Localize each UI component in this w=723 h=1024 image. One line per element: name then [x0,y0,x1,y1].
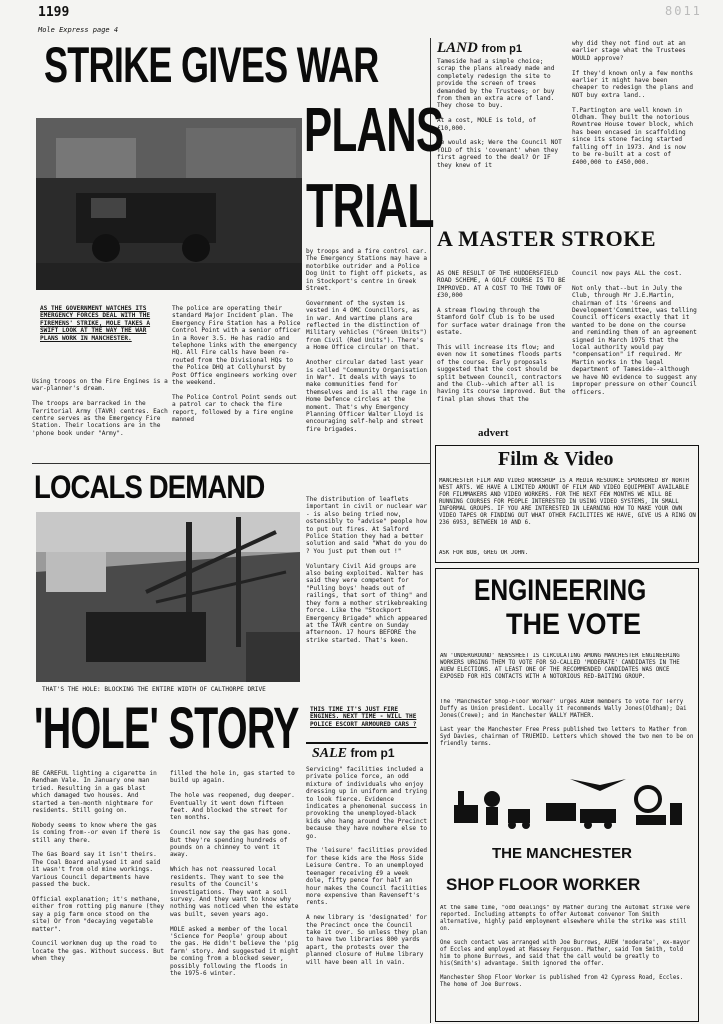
strike-caption: AS THE GOVERNMENT WATCHES ITS EMERGENCY FORCES DEAL WITH THE FIREMENS' STRIKE, MOLE TAKES A SWIFT LOOK AT THE WAY THE WAR PLANS WORK IN MANCHESTER. [40,305,151,342]
engineering-headline-line2: THE VOTE [506,608,642,641]
land-col1: Tameside had a simple choice; scrap the plans already made and completely redesign the site to provide the screen of trees demanded by the Trustees; or buy from them an extra acre of land. They chose to buy. At a cost, MOLE is told, of £10,000. We would ask; Were the Council NOT TOLD of this 'covenant' when they first agreed to the deal? Or IF they knew of it [437,58,562,169]
hole-story-headline: 'HOLE' STORY [34,696,299,761]
engineering-intro: AN 'UNDERGROUND' NEWSSHEET IS CIRCULATING AMONG MANCHESTER ENGINEERING WORKERS URGING THEM TO VOTE FOR SO-CALLED 'MODERATE' CANDIDATES IN THE AUEW ELECTIONS. AT LEAST ONE OF THE RECOMMENDED CANDIDATES WAS ONCE EXPOSED FOR HIS CONTACTS WITH A NOTORIOUS RED-BAITING GROUP. [440,653,680,680]
master-col1: A stream flowing through the Stamford Golf Club is to be used for surface water drainage from the estate. This will increase its flow; and even now it sometimes floods parts of the course. Early proposals suggested that the cost should be split between Council, contractors and the Club--which after all is having its course improved. But the final plan shows that the [437,307,566,403]
strike-photo [36,118,302,290]
strike-headline-line2: PLANS [304,96,444,165]
engineering-headline-line1: ENGINEERING [474,574,647,607]
masthead-line2: SHOP FLOOR WORKER [446,875,641,894]
strike-footer-note: THIS TIME IT'S JUST FIRE ENGINES. NEXT TIME - WILL THE POLICE ESCORT ARMOURED CARS ? [310,706,417,728]
film-video-title: Film & Video [498,448,614,470]
page-label: Mole Express page 4 [38,26,119,34]
strike-headline-line1: STRIKE GIVES WAR [44,37,379,93]
hole-photo-image [36,512,300,682]
masthead-line1: THE MANCHESTER [492,845,633,862]
master-col2: Council now pays ALL the cost. Not only that--but in July the Club, through Mr J.E.Martin, chairman of its 'Greens and Development'Committee, was telling Council officers exactly that it wanted to be done on the course and reminding them of an agreement signed in March 1975 that the local authority would pay "compensation" if required. Mr Martin works in the legal department of Tameside--although we have NO evidence to suggest any improper pressure on other Council officers. [572,270,697,396]
corner-mark: 8011 [665,4,702,18]
master-headline: A MASTER STROKE [437,226,656,251]
hole-col1: BE CAREFUL lighting a cigarette in Rendham Vale. In January one man tried. Resulting in a gas blast which damaged two houses. And started a ten-month nightmare for residents. Still going on. Nobody seems to know where the gas is coming from--or even if there is still any there. The Gas Board say it isn't theirs. The Coal Board analysed it and said it wasn't from old mine workings. Various Council departments have passed the buck. Official explanation; it's methane, either from rotting pig manure (they say a pig farm once stood on the site) Or from "decaying vegetable matter". Council workmen dug up the road to locate the gas. Without success. But when they [32,770,165,963]
film-video-contact: ASK FOR BOB, GREG OR JOHN. [439,550,529,556]
locals-headline: LOCALS DEMAND [34,469,265,505]
hole-photo [36,512,300,682]
page-number: 1199 [38,5,70,20]
land-headline [437,40,522,57]
strike-photo-image [36,118,302,290]
strike-col2: The police are operating their standard Major Incident plan. The Emergency Fire Station has a Police Control Point with a senior officer in a Rover 3.5. He has radio and telephone links with the emergency HQ. All Fire calls have been re-routed from the Divisional HQs to the Police DHQ at Collyhurst by Post Office engineers working over the weekend. The Police Control Point sends out a patrol car to check the fire report, followed by a fire engine manned [172,305,301,424]
advert-label: advert [478,427,509,439]
sale-from: from p1 [350,746,395,760]
hole-photo-caption: THAT'S THE HOLE: BLOCKING THE ENTIRE WIDTH OF CALTHORPE DRIVE [42,686,266,693]
engineering-body-2: At the same time, "odd dealings" by Mather during the Automat strike were reported. Including attempts to offer Automat convenor Tom Smith alternative, highly paid employment elsewhere while the strike was still on. One such contact was arranged with Joe Burrows, AUEW 'moderate', ex-mayor of Eccles and employed at Massey Ferguson. Mather, said Tom Smith, told him to phone Burrows, and said that the call would be greatly to his(Smith's) advantage. Smith ignored the offer. Manchester Shop Floor Worker is published from 42 Cypress Road, Eccles. The home of Joe Burrows. [440,905,690,988]
master-col1-intro: AS ONE RESULT OF THE HUDDERSFIELD ROAD SCHEME, A GOLF COURSE IS TO BE IMPROVED. AT A COST TO THE TOWN OF £30,000 [437,270,566,300]
sale-rule [306,742,428,744]
engineering-article [435,568,699,1022]
hole-col2: filled the hole in, gas started to build up again. The hole was reopened, dug deeper. Eventually it went down fifteen feet. And blocked the street for ten months. Council now say the gas has gone. But they're spending hundreds of pounds on a chimney to vent it away. Which has not reassured local residents. They want to see the results of the Council's investigations. They want a soil survey. And they want to know why nothing was noticed when the estate was built, seven years ago. MOLE asked a member of the local 'Science for People' group about the gas. He didn't believe the 'pig farm' story. And suggested it might be coming from a blocked sewer, possibly following the floods in the 1975-6 winter. [170,770,299,977]
sale-body: Servicing" facilities included a private police force, an odd mixture of individuals who enjoy dressing up in uniform and trying to look fierce. Evidence indicates a phenomenal success in provoking the unemployed-black kids who hang around the Precinct because they have nowhere else to go. The 'leisure' facilities provided for these kids are the Moss Side Leisure Centre. To an unemployed teenager receiving £9 a week dole, fifty pence for half an hour makes the Council facilities more expensive than Ravenseft's rents. A new library is 'designated' for the Precinct once the Council take it over. So unless they plan to have two libraries 800 yards apart, the protests over the planned closure of Hulme library will have been all in vain. [306,766,428,966]
film-video-advert [435,445,699,563]
strike-col3b: The distribution of leaflets important in civil or nuclear war - is also being tried now, ostensibly to "advise" people how to put out fires. At Salford Police Station they had a better solution and said "What do you do ? You just put them out !" Voluntary Civil Aid groups are also being exploited. Walter has said they were competent for "Pulling boys' heads out of railings, that sort of thing" and they form a mother strikebreaking force. Like the "Stockport Emergency Brigade" which appeared at the TAVR centre on Sunday afternoon. 17 hours BEFORE the strike started. That's keen. [306,496,428,644]
land-from: from p1 [481,43,522,55]
sale-headline [312,746,395,762]
strike-col1: Using troops on the Fire Engines is a war-planner's dream. The troops are barracked in the Territorial Army (TAVR) centres. Each centre serves as the Emergency Fire Station. Their locations are in the 'phone book under "Army". [32,378,168,437]
shop-floor-illustration [450,769,686,833]
land-col2: why did they not find out at an earlier stage what the Trustees WOULD approve? If they'd known only a few months earlier it might have been cheaper to redesign the plans and NOT buy extra land.. T.Partington are well known in Oldham. They built the notorious Rowntree House tower block, which has been encased in scaffolding since its stone facing started falling off in 1973. And is now to be re-built at a cost of £400,000 to £450,000. [572,40,694,166]
strike-col3a: by troops and a fire control car. The Emergency Stations may have a motorbike outrider and a Police Dog Unit to fight off pickets, as in Stockport's centre in Greek Street. Government of the system is vested in 4 OMC Councillors, as in war. And wartime plans are reflected in the distinction of Military vehicles ("Green Units") from Civil (Red Units"). There's a Home Office circular on that. Another circular dated last year is called "Community Organisation in War". It deals with ways to make communities fend for themselves and is all the rage in Home Defence circles at the moment. That's why Emergency Planning Officer Walter Lloyd is encouraging self-help and street fire brigades. [306,248,428,433]
strike-headline-line3: TRIAL [306,172,434,241]
sale-headline-word: SALE [312,746,348,761]
film-video-body: MANCHESTER FILM AND VIDEO WORKSHOP IS A MEDIA RESOURCE SPONSORED BY NORTH WEST ARTS. WE HAVE A LIMITED AMOUNT OF FILM AND VIDEO EQUIPMENT AVAILABLE FOR FILMMAKERS AND VIDEO WORKERS. FOR THE NEXT FEW MONTHS WE WILL BE RUNNING COURSES FOR PEOPLE INTERESTED IN USING VIDEO SYSTEMS, IN SMALL INFORMAL GROUPS. IF YOU ARE INTERESTED IN LEARNING HOW TO MAKE YOUR OWN VIDEO TAPES OR FINDING OUT WHAT OTHER FACILITIES WE HAVE, GIVE US A RING ON 236 6953, BETWEEN 10 AND 6. [439,478,696,526]
industry-icons [450,769,686,833]
engineering-body: The 'Manchester Shop-Floor Worker' urges AUEW members to vote for Terry Duffy as Union president. Locally it recommends Wally Jones(Oldham); Dai Jones(Crewe); and in Manchester WALLY MATHER. Last year the Manchester Free Press published two letters to Mather from Syd Davies, chairman of TRUEMID. Letters which showed the two men to be on friendly terms. [440,699,694,747]
land-headline-word: LAND [437,40,478,56]
